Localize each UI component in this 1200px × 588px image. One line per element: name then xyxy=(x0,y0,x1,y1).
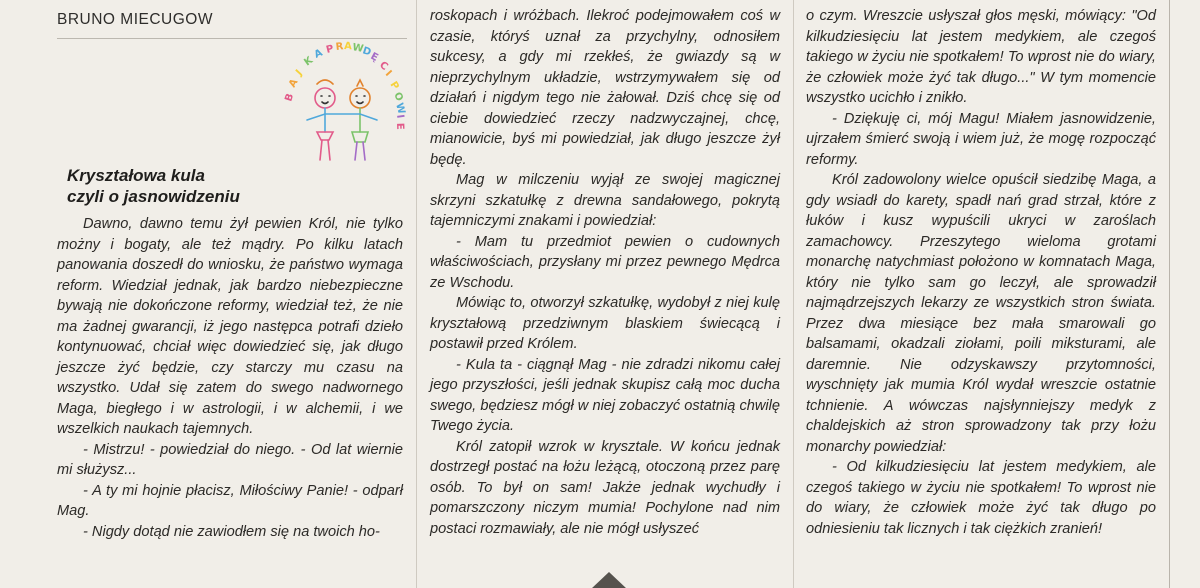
svg-text:I: I xyxy=(382,68,394,79)
paragraph: Dawno, dawno temu żył pewien Król, nie tylko możny i bogaty, ale też mądry. Po kilku latach panowania doszedł do wniosku, że państwo wymaga reform. Wiedział jednak, jak bardzo niebezpieczne bywają nie dokończone reformy, wiedział też, że nie ma żadnej gwarancji, iż jego następca potrafi dzieło kontynuować, chciał więc dowiedzieć się, jak długo jeszcze żyć będzie, czy starczy mu czasu na wszystko. Udał się zatem do swego nadwornego Maga, biegłego i w astrologii, i w alchemii, i we wszelkich naukach tajemnych. xyxy=(57,216,403,437)
page-edge-line xyxy=(1169,0,1170,588)
svg-text:W: W xyxy=(393,101,407,116)
svg-text:B: B xyxy=(283,92,297,103)
svg-text:D: D xyxy=(361,45,373,59)
column-1 xyxy=(57,0,407,588)
column-2 xyxy=(430,0,780,588)
paragraph: - Od kilkudziesięciu lat jestem medykiem, ale czegoś takiego w życiu nie spotkałem! To wprost nie do wiary, że człowiek może żyć tak długo po odniesieniu tak licznych i tak ciężkich zranień! xyxy=(806,459,1156,537)
paragraph: - Dziękuję ci, mój Magu! Miałem jasnowidzenie, ujrzałem śmierć swoją i wiem już, że mogę rozpocząć reformy. xyxy=(806,110,1156,168)
title-line-2: czyli o jasnowidzeniu xyxy=(67,187,240,206)
svg-text:A: A xyxy=(343,41,353,53)
svg-text:K: K xyxy=(302,54,316,69)
svg-text:A: A xyxy=(287,77,301,90)
bajka-logo xyxy=(277,40,407,168)
column-3 xyxy=(806,0,1156,588)
paragraph: - Mistrzu! - powiedział do niego. - Od lat wiernie mi służysz... xyxy=(57,441,403,478)
svg-text:R: R xyxy=(335,41,344,53)
logo-arched-letters xyxy=(283,41,406,130)
column-1-text xyxy=(57,214,403,542)
paragraph: Król zatopił wzrok w krysztale. W końcu jednak dostrzegł postać na łożu leżącą, otoczoną przez parę osób. To był on sam! Jakże jednak wychudły i pomarszczony niczym mumia! Pochylone nad nim postaci rozmawiały, ale nie mógł usłyszeć xyxy=(430,438,780,537)
paragraph: - Mam tu przedmiot pewien o cudownych właściwościach, przysłany mi przez pewnego Mędrca ze Wschodu. xyxy=(430,233,780,291)
logo-children-drawing xyxy=(307,80,377,160)
svg-text:I: I xyxy=(394,113,406,120)
svg-text:O: O xyxy=(391,90,405,103)
article-title xyxy=(67,165,240,207)
paragraph: Mówiąc to, otworzył szkatułkę, wydobył z niej kulę kryształową przedziwnym blaskiem świecącą i postawił przed Królem. xyxy=(430,295,780,352)
svg-text:J: J xyxy=(294,67,305,79)
svg-text:W: W xyxy=(351,42,365,55)
svg-text:A: A xyxy=(312,47,325,61)
column-divider xyxy=(416,0,417,588)
author-rule xyxy=(57,38,407,39)
column-divider xyxy=(793,0,794,588)
svg-text:P: P xyxy=(325,43,335,56)
page-marker-triangle xyxy=(591,572,627,588)
title-line-1: Kryształowa kula xyxy=(67,166,205,185)
svg-text:E: E xyxy=(394,122,406,130)
paragraph: - A ty mi hojnie płacisz, Miłościwy Panie! - odparł Mag. xyxy=(57,482,403,519)
svg-text:Ę: Ę xyxy=(368,50,380,64)
paragraph: o czym. Wreszcie usłyszał głos męski, mówiący: "Od kilkudziesięciu lat jestem medykiem, ale czegoś takiego w życiu nie spotkałem! To wprost nie do wiary, że człowiek może żyć tak długo..." W tym momencie wszystko ucichło i znikło. xyxy=(806,8,1156,106)
svg-text:C: C xyxy=(377,59,390,73)
author-name: BRUNO MIECUGOW xyxy=(57,11,213,28)
paragraph: Mag w milczeniu wyjął ze swojej magicznej skrzyni szkatułkę z drewna sandałowego, pokrytą tajemniczymi znakami i powiedział: xyxy=(430,172,780,229)
paragraph: Król zadowolony wielce opuścił siedzibę Maga, a gdy wsiadł do karety, spadł nań grad strzał, które z łuków i kusz wypuścili ukryci w zaroślach zamachowcy. Przeszytego wieloma grotami monarchę natychmiast położono w komnatach Maga, który nie tylko sam go leczył, ale sprowadził najmądrzejszych lekarzy ze wszystkich stron świata. Przez dwa miesiące bez mała smarowali go balsamami, okadzali ziołami, poili miksturami, ale daremnie. Nie odzyskawszy przytomności, wyschnięty jak mumia Król wydał wreszcie ostatnie tchnienie. A wówczas najsłynniejszy medyk z chaldejskich aż stron sprowadzony tak przy łożu monarchy powiedział: xyxy=(806,172,1156,455)
paragraph: - Kula ta - ciągnął Mag - nie zdradzi nikomu całej jego przyszłości, jeśli jednak skupisz całą moc ducha swego, będziesz mógł w niej zobaczyć ostatnią chwilę Twego życia. xyxy=(430,356,780,434)
paragraph: - Nigdy dotąd nie zawiodłem się na twoich ho- xyxy=(83,523,380,540)
svg-text:P: P xyxy=(387,79,401,92)
paragraph: roskopach i wróżbach. Ilekroć podejmowałem coś w czasie, któryś uznał za przychylny, odnosiłem sukcesy, a gdy mi rzekłeś, że gwiazdy są w nieprzychylnym układzie, wstrzymywałem się od działań i nigdym tego nie żałował. Dziś chcę się od ciebie dowiedzieć rzeczy nadzwyczajnej, chcę, mianowicie, byś mi powiedział, jak długo jeszcze żył będę. xyxy=(430,8,780,168)
